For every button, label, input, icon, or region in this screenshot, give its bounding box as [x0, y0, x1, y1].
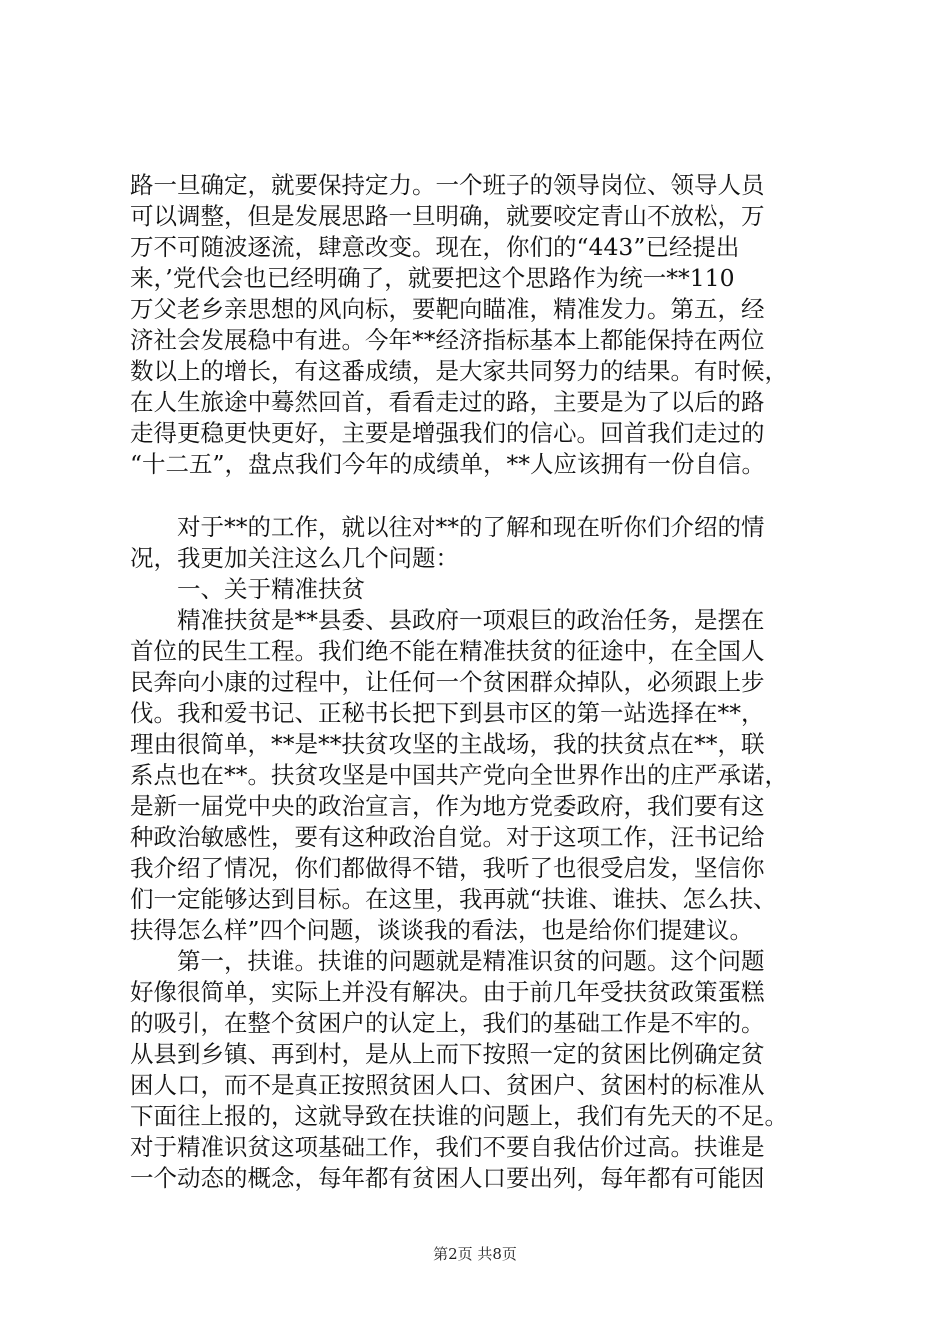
text-line: 是新一届党中央的政治宣言，作为地方党委政府，我们要有这: [130, 792, 765, 820]
paragraph-1: [130, 170, 830, 480]
text-line: 从县到乡镇、再到村，是从上而下按照一定的贫困比例确定贫: [130, 1040, 765, 1068]
section-heading: 一、关于精准扶贫: [130, 575, 365, 603]
text-line: 理由很简单，**是**扶贫攻坚的主战场，我的扶贫点在**，联: [130, 730, 765, 758]
page-number: 第2页 共8页: [433, 1245, 517, 1263]
text-line: 第一，扶谁。扶谁的问题就是精准识贫的问题。这个问题: [130, 947, 765, 975]
page-footer: [0, 1244, 950, 1264]
text-line: 们一定能够达到目标。在这里，我再就“扶谁、谁扶、怎么扶、: [130, 885, 777, 913]
text-line: 可以调整，但是发展思路一旦明确，就要咬定青山不放松，万: [130, 202, 765, 230]
text-line: 伐。我和爱书记、正秘书长把下到县市区的第一站选择在**，: [130, 699, 765, 727]
text-line: 系点也在**。扶贫攻坚是中国共产党向全世界作出的庄严承诺，: [130, 761, 788, 789]
text-line: 的吸引，在整个贫困户的认定上，我们的基础工作是不牢的。: [130, 1009, 765, 1037]
text-line: 扶得怎么样”四个问题，谈谈我的看法，也是给你们提建议。: [130, 916, 754, 944]
document-body: [130, 170, 830, 1194]
paragraph-4: [130, 946, 830, 1194]
text-line: “十二五”，盘点我们今年的成绩单，**人应该拥有一份自信。: [130, 450, 766, 478]
text-line: 我介绍了情况，你们都做得不错，我听了也很受启发，坚信你: [130, 854, 765, 882]
paragraph-gap: [130, 480, 830, 512]
text-line: 济社会发展稳中有进。今年**经济指标基本上都能保持在两位: [130, 326, 765, 354]
text-line: 来，’党代会也已经明确了，就要把这个思路作为统一**110: [130, 264, 735, 292]
text-line: 对于精准识贫这项基础工作，我们不要自我估价过高。扶谁是: [130, 1133, 765, 1161]
text-line: 精准扶贫是**县委、县政府一项艰巨的政治任务，是摆在: [130, 606, 765, 634]
text-line: 走得更稳更快更好，主要是增强我们的信心。回首我们走过的: [130, 419, 765, 447]
text-line: 民奔向小康的过程中，让任何一个贫困群众掉队，必须跟上步: [130, 668, 765, 696]
text-line: 困人口，而不是真正按照贫困人口、贫困户、贫困村的标准从: [130, 1071, 765, 1099]
text-line: 首位的民生工程。我们绝不能在精准扶贫的征途中，在全国人: [130, 637, 765, 665]
text-line: 对于**的工作，就以往对**的了解和现在听你们介绍的情: [130, 513, 765, 541]
text-line: 况，我更加关注这么几个问题：: [130, 544, 459, 572]
text-line: 下面往上报的，这就导致在扶谁的问题上，我们有先天的不足。: [130, 1102, 788, 1130]
text-line: 在人生旅途中蓦然回首，看看走过的路，主要是为了以后的路: [130, 388, 765, 416]
text-line: 万父老乡亲思想的风向标，要靶向瞄准，精准发力。第五，经: [130, 295, 765, 323]
text-line: 万不可随波逐流，肆意改变。现在，你们的“443”已经提出: [130, 233, 740, 261]
paragraph-2: [130, 512, 830, 574]
text-line: 数以上的增长，有这番成绩，是大家共同努力的结果。有时候，: [130, 357, 788, 385]
text-line: 好像很简单，实际上并没有解决。由于前几年受扶贫政策蛋糕: [130, 978, 765, 1006]
text-line: 路一旦确定，就要保持定力。一个班子的领导岗位、领导人员: [130, 171, 765, 199]
text-line: 一个动态的概念，每年都有贫困人口要出列，每年都有可能因: [130, 1164, 765, 1192]
text-line: 种政治敏感性，要有这种政治自觉。对于这项工作，汪书记给: [130, 823, 765, 851]
paragraph-3: [130, 605, 830, 946]
